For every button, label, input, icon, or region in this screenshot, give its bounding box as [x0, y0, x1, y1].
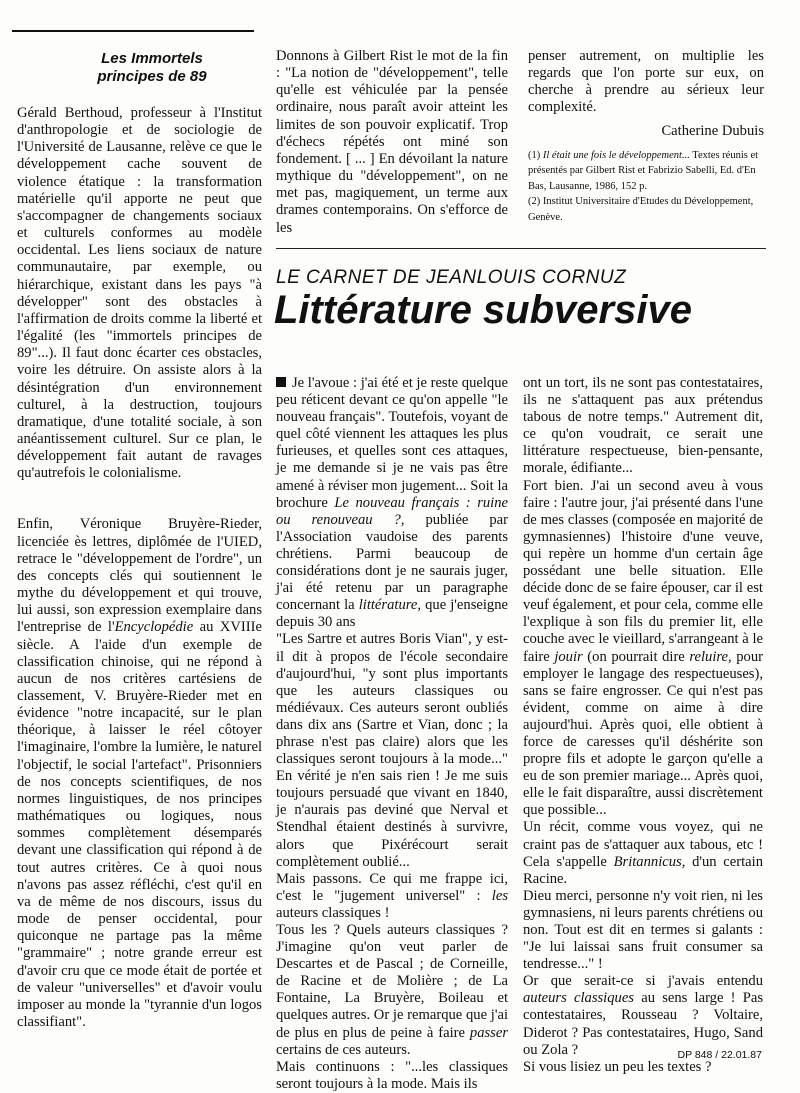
- article-paragraph: Dieu merci, personne n'y voit rien, ni les gymnasiens, ni leurs parents chrétiens ou non. Tout est dit en termes si galants : "Je lui laissai sans fruit consumer sa tendresse..." !: [523, 887, 763, 973]
- sidebar-paragraph: Enfin, Véronique Bruyère-Rieder, licenciée ès lettres, diplômée de l'UIED, retrace le "développement de l'ordre", un des concepts clés qui soutiennent le mythe du développement et qui trouve, lui aussi, son expression exemplaire dans l'entreprise de l'Encyclopédie au XVIIIe siècle. A l'aide d'un exemple de classification chinoise, qui ne répond à aucun de nos critères cartésiens de classement, V. Bruyère-Rieder met en évidence "notre incapacité, sur le plan théorique, à laisser le réel côtoyer l'imaginaire, l'ombre la lumière, le naturel l'objectif, le social l'artefact". Prisonniers de nos concepts scientifiques, de nos normes linguistiques, de nos principes mathématiques ou logiques, nous sommes complètement désemparés devant une classification qui répond à de tout autres critères. Ce à quoi nous n'avons pas assez réfléchi, c'est qu'il en va de même de nos discours, issus du mode de penser occidental, pour quiconque ne partage pas la même "grammaire" ; notre grande erreur est d'avoir cru que ce mode était de portée et de valeur "universelles" et d'avoir voulu imposer au monde la "tyrannie d'un logos classifiant".: [17, 516, 262, 1030]
- top-rule: [12, 30, 254, 32]
- sidebar-title: Les Immortels principes de 89: [97, 50, 207, 85]
- article-paragraph: Mais passons. Ce qui me frappe ici, c'est le "jugement universel" : les auteurs classiques !: [276, 870, 508, 921]
- column-kicker: LE CARNET DE JEANLOUIS CORNUZ: [276, 267, 627, 288]
- article-headline: Littérature subversive: [274, 288, 692, 332]
- article-paragraph: "Les Sartre et autres Boris Vian", y est-il dit à propos de l'école secondaire d'aujourd'hui, "y sont plus importants que les auteurs classiques ou médiévaux. Ces auteurs seront oubliés dans dix ans (Sartre et Vian, donc ; la phrase n'est pas claire) alors que les classiques seront toujours à la mode..." En vérité je n'en sais rien ! Je me suis toujours persuadé que vivant en 1840, je n'aurais pas deviné que Nerval et Stendhal étaient destinés à survivre, alors que Pixérécourt serait complètement oublié...: [276, 631, 508, 870]
- article-paragraph: Tous les ? Quels auteurs classiques ? J'imagine qu'on veut parler de Descartes et de Pascal ; de Corneille, de Racine et de Molière ; de La Fontaine, La Bruyère, Boileau et quelques autres. Or je remarque que j'ai de plus en plus de peine à faire passer certains de ces auteurs.: [276, 922, 508, 1058]
- sidebar-paragraph: Gérald Berthoud, professeur à l'Institut d'anthropologie et de sociologie de l'Université de Lausanne, relève ce que le développement cache souvent de violence étatique : la transformation matérielle qu'il apporte ne peut que s'accompagner de changements sociaux et culturels conformes au modèle occidental. Les liens sociaux de nature communautaire, par exemple, ou hiérarchique, existant dans les pays "à développer" sont des obstacles à l'affirmation de droits comme la liberté et l'égalité (les "immortels principes de 89"...). Il faut donc écarter ces obstacles, voire les détruire. On assiste alors à la désintégration d'un environnement culturel, à la destruction, toujours dramatique, d'une totalité sociale, à son anéantissement culturel. Sur ce plan, le développement fait autant de ravages qu'autrefois le colonialisme.: [17, 105, 262, 482]
- article-paragraph: Or que serait-ce si j'avais entendu auteurs classiques au sens large ! Pas contestataires, Rousseau ? Voltaire, Diderot ? Pas contestataires, Hugo, Sand ou Zola ?: [523, 973, 763, 1058]
- footnote: (1) Il était une fois le développement... Textes réunis et présentés par Gilbert Rist et Fabrizio Sabelli, Ed. d'En Bas, Lausanne, 1986, 152 p.: [528, 149, 759, 192]
- section-rule: [276, 248, 766, 249]
- page-footer: DP 848 / 22.01.87: [677, 1049, 762, 1061]
- article-paragraph: Mais continuons : "...les classiques seront toujours à la mode. Mais ils: [276, 1058, 508, 1092]
- sidebar-column-1: [17, 105, 262, 1031]
- article-paragraph: Fort bien. J'ai un second aveu à vous faire : l'autre jour, j'ai présenté dans l'une de mes classes (composée en majorité de gymnasiennes) l'histoire d'une veuve, qui repère un homme d'un certain âge possédant une belle situation. Elle décide donc de se faire épouser, car il est veuf également, et pour cela, comme elle l'explique à son fils du premier lit, elle couche avec le vieillard, s'arrangeant à le faire jouir (on pourrait dire reluire, pour employer le langage des respectueuses), sans se faire engrosser. Ce qui n'est pas évident, comme on aime à dire aujourd'hui. Après quoi, elle obtient à force de caresses qu'il déshérite son propre fils et adopte le garçon qu'elle a eu de son premier mariage... Après quoi, elle le fait disparaître, aussi discrètement que possible...: [523, 477, 763, 819]
- sidebar-column-2: [276, 48, 508, 237]
- article-column-1: [276, 375, 508, 1093]
- article-paragraph: Un récit, comme vous voyez, qui ne craint pas de s'attaquer aux tabous, etc ! Cela s'appelle Britannicus, d'un certain Racine.: [523, 819, 763, 887]
- lead-square-icon: [276, 377, 286, 387]
- sidebar-paragraph: penser autrement, on multiplie les regards que l'on porte sur eux, on cherche à prendre au sérieux leur complexité.: [528, 48, 764, 116]
- article-paragraph: ont un tort, ils ne sont pas contestataires, ils ne s'attaquent pas aux prétendus tabous de notre temps." Autrement dit, ce qu'on voudrait, ce serait une littérature respectueuse, bien-pensante, morale, édifiante...: [523, 375, 763, 477]
- footnote: (2) Institut Universitaire d'Etudes du Développement, Genève.: [528, 196, 754, 223]
- article-paragraph: Si vous lisiez un peu les textes ?: [523, 1058, 712, 1075]
- footnotes: [528, 148, 764, 226]
- signature: Catherine Dubuis: [661, 122, 764, 139]
- article-column-2: [523, 375, 763, 1076]
- sidebar-column-3: [528, 48, 764, 225]
- sidebar-paragraph: Donnons à Gilbert Rist le mot de la fin : "La notion de "développement", telle qu'elle est véhiculée par la pensée ordinaire, nous paraît avoir atteint les limites de son pouvoir explicatif. Trop d'échecs répétés ont miné son fondement. [ ... ] En dévoilant la nature mythique du "développement", on ne met pas, magiquement, un terme aux drames contemporains. On s'efforce de les: [276, 48, 508, 236]
- article-paragraph: Je l'avoue : j'ai été et je reste quelque peu réticent devant ce qu'on appelle "le nouveau français". Toutefois, voyant de quel côté viennent les attaques les plus furieuses, et quelles sont ces attaques, je me demande si je ne vais pas être amené à réviser mon jugement... Soit la brochure Le nouveau français : ruine ou renouveau ?, publiée par l'Association vaudoise des parents chrétiens. Parmi beaucoup de considérations dont je ne saurais juger, j'ai été retenu par un paragraphe concernant la littérature, que j'enseigne depuis 30 ans: [276, 375, 508, 631]
